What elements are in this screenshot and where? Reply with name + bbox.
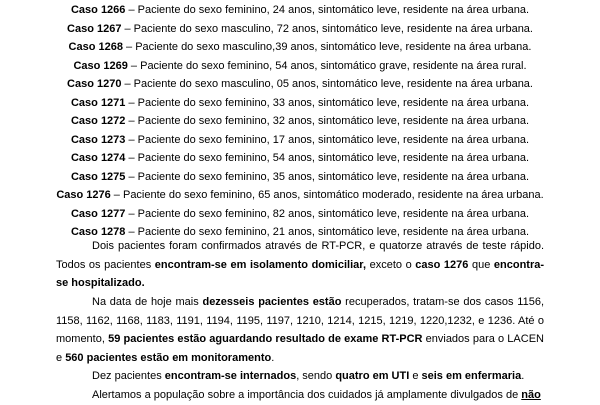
text-run: . [521, 370, 525, 382]
case-description: – Paciente do sexo feminino, 21 anos, sintomático leve, residente na área urbana. [125, 226, 530, 238]
case-id: Caso 1276 [56, 189, 111, 201]
text-run: e [409, 370, 422, 382]
case-description: – Paciente do sexo masculino, 72 anos, sintomático leve, residente na área urbana. [121, 22, 533, 35]
case-id: Caso 1268 [68, 41, 123, 53]
case-id: Caso 1275 [70, 170, 126, 183]
case-description: – Paciente do sexo feminino, 17 anos, sintomático leve, residente na área urbana. [125, 133, 530, 146]
bold-run: encontram-se em isolamento domiciliar, [154, 258, 367, 271]
case-id: Caso 1273 [70, 133, 126, 146]
paragraph-confirmation [56, 237, 544, 293]
bold-run: dezesseis pacientes estão [202, 296, 342, 308]
case-description: – Paciente do sexo feminino, 32 anos, sintomático leve, residente na área urbana. [125, 115, 530, 127]
text-run: Alertamos a população sobre a importância dos cuidados já amplamente divulgados de [92, 389, 522, 401]
text-run: exceto o [366, 258, 416, 271]
bold-run: seis em enfermaria [421, 370, 522, 382]
case-description: – Paciente do sexo feminino, 54 anos, sintomático leve, residente na área urbana. [125, 152, 530, 164]
paragraph-hospitalized [56, 367, 544, 386]
bold-run: encontra-se hospitalizado. [56, 258, 545, 289]
text-run: enviados para o LACEN e [56, 333, 544, 364]
case-id: Caso 1277 [70, 207, 126, 220]
bold-run: quatro em UTI [335, 370, 410, 382]
text-run: . [271, 351, 275, 364]
text-run: , sendo [296, 370, 336, 382]
text-run: Dois pacientes foram confirmados através de RT-PCR, e quatorze através de teste rápido. Todos os pacientes [56, 240, 544, 271]
bold-run: encontram-se internados [164, 370, 297, 382]
case-description: – Paciente do sexo feminino, 54 anos, sintomático grave, residente na área rural. [127, 59, 527, 72]
case-id: Caso 1274 [70, 152, 126, 164]
text-run: Dez pacientes [92, 370, 165, 382]
case-id: Caso 1269 [73, 59, 128, 72]
case-line [0, 131, 600, 150]
case-line [0, 112, 600, 131]
case-description: – Paciente do sexo feminino, 65 anos, sintomático moderado, residente na área urbana. [110, 189, 544, 201]
case-description: – Paciente do sexo feminino, 24 anos, sintomático leve, residente na área urbana. [125, 4, 530, 16]
bold-run: 59 pacientes estão aguardando resultado de exame RT-PCR [108, 333, 423, 345]
text-run: recuperados, tratam-se dos casos 1156, 1158, 1162, 1168, 1183, 1191, 1194, 1195, 1197, 1210, 1214, 1215, 1219, 1220,1232, e 1236. Até o momento, [56, 296, 545, 345]
case-line [0, 20, 600, 39]
bold-run: 560 pacientes estão em monitoramento [65, 351, 272, 364]
case-line [0, 38, 600, 57]
case-id: Caso 1270 [67, 78, 122, 90]
case-description: – Paciente do sexo feminino, 35 anos, sintomático leve, residente na área urbana. [125, 170, 530, 183]
case-list [0, 1, 600, 242]
case-line [0, 1, 600, 20]
case-description: – Paciente do sexo masculino,39 anos, sintomático leve, residente na área urbana. [122, 41, 532, 53]
case-id: Caso 1267 [67, 22, 122, 35]
case-line [0, 186, 600, 205]
case-line [0, 205, 600, 224]
case-description: – Paciente do sexo feminino, 33 anos, sintomático leve, residente na área urbana. [125, 96, 530, 109]
case-id: Caso 1272 [70, 115, 126, 127]
case-line [0, 149, 600, 168]
paragraph-recovered [56, 293, 544, 367]
case-line [0, 168, 600, 187]
case-description: – Paciente do sexo masculino, 05 anos, sintomático leve, residente na área urbana. [121, 78, 533, 90]
case-id: Caso 1271 [70, 96, 126, 109]
case-line [0, 57, 600, 76]
paragraph-alert [56, 386, 544, 405]
case-id: Caso 1266 [70, 4, 126, 16]
text-run: Na data de hoje mais [92, 296, 203, 308]
case-line [0, 75, 600, 94]
case-id: Caso 1278 [70, 226, 126, 238]
case-description: – Paciente do sexo feminino, 82 anos, sintomático leve, residente na área urbana. [125, 207, 530, 220]
bold-underlined-run: não [521, 389, 541, 401]
case-line [0, 94, 600, 113]
text-run: que [468, 258, 494, 271]
bold-run: caso 1276 [415, 258, 469, 271]
